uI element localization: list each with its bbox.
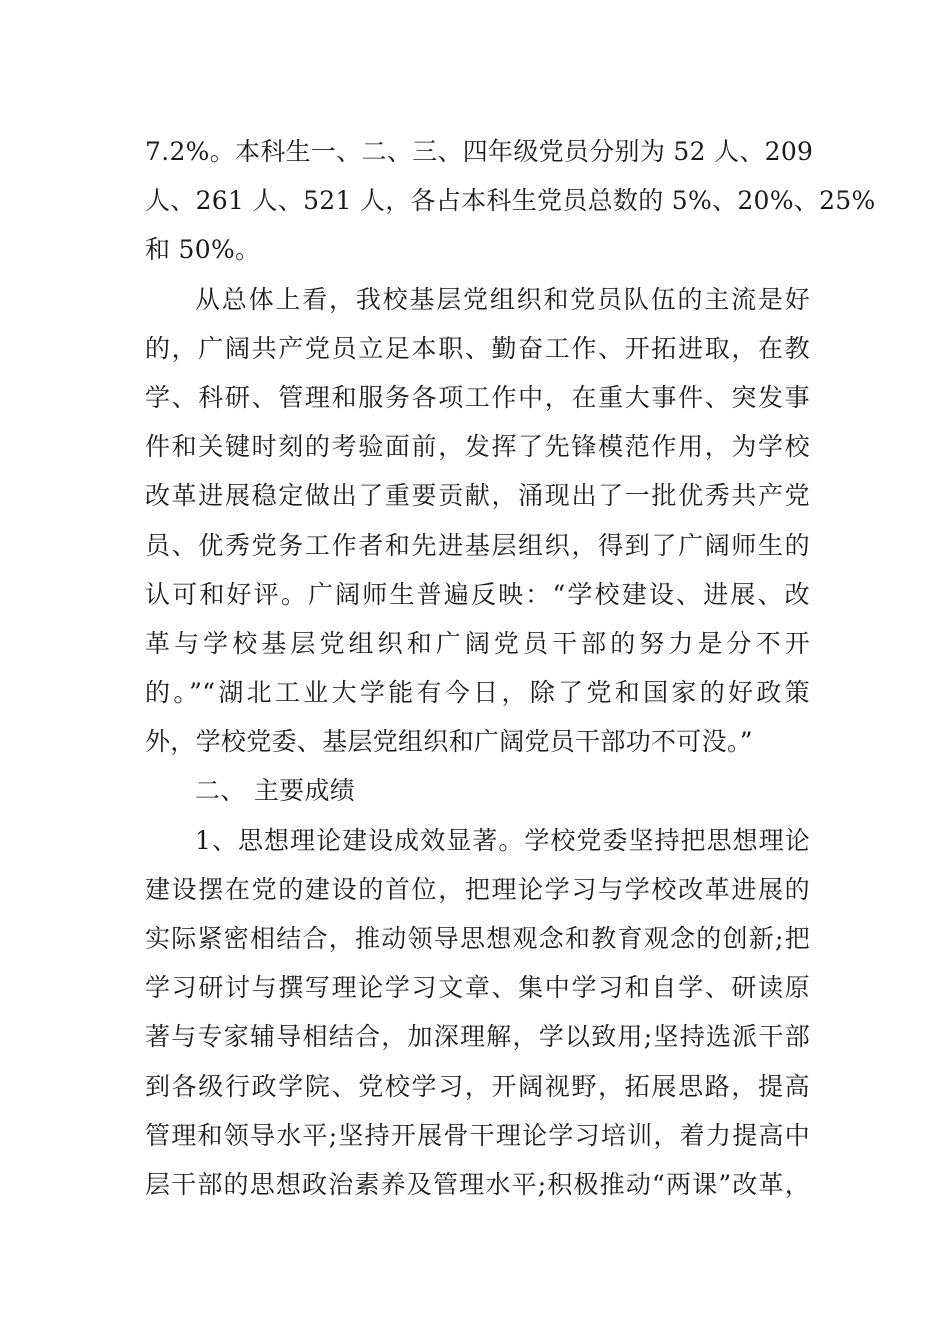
text-line: 学、科研、管理和服务各项工作中，在重大事件、突发事 bbox=[145, 382, 810, 412]
text-line: 的，广阔共产党员立足本职、勤奋工作、开拓进取，在教 bbox=[145, 333, 810, 363]
text-line: 件和关键时刻的考验面前，发挥了先锋模范作用，为学校 bbox=[145, 432, 810, 462]
text-line: 管理和领导水平;坚持开展骨干理论学习培训，着力提高中 bbox=[145, 1120, 810, 1150]
text-line: 层干部的思想政治素养及管理水平;积极推动“两课”改革， bbox=[145, 1169, 810, 1199]
text-line: 革与学校基层党组织和广阔党员干部的努力是分不开 bbox=[145, 628, 810, 658]
text-line: 外，学校党委、基层党组织和广阔党员干部功不可没。” bbox=[145, 727, 753, 757]
paragraph-first-line: 1、思想理论建设成效显著。学校党委坚持把思想理论 bbox=[195, 825, 810, 855]
text-line: 实际紧密相结合，推动领导思想观念和教育观念的创新;把 bbox=[145, 924, 810, 953]
text-line: 著与专家辅导相结合，加深理解，学以致用;坚持选派干部 bbox=[145, 1022, 810, 1052]
text-line: 的。”“湖北工业大学能有今日，除了党和国家的好政策 bbox=[145, 678, 810, 708]
text-line: 认可和好评。广阔师生普遍反映：“学校建设、进展、改 bbox=[145, 579, 810, 609]
text-line: 和 50%。 bbox=[145, 235, 261, 265]
text-line: 7.2%。本科生一、二、三、四年级党员分别为 52 人、209 bbox=[145, 137, 814, 166]
text-line: 改革进展稳定做出了重要贡献，涌现出了一批优秀共产党 bbox=[145, 481, 810, 511]
text-line: 学习研讨与撰写理论学习文章、集中学习和自学、研读原 bbox=[145, 973, 810, 1003]
text-line: 人、261 人、521 人，各占本科生党员总数的 5%、20%、25% bbox=[145, 186, 876, 216]
paragraph-first-line: 从总体上看，我校基层党组织和党员队伍的主流是好 bbox=[195, 284, 810, 314]
document-body bbox=[145, 127, 876, 1209]
text-line: 员、优秀党务工作者和先进基层组织，得到了广阔师生的 bbox=[145, 530, 810, 560]
text-line: 建设摆在党的建设的首位，把理论学习与学校改革进展的 bbox=[145, 874, 810, 904]
text-line: 到各级行政学院、党校学习，开阔视野，拓展思路，提高 bbox=[145, 1071, 810, 1101]
section-heading: 二、 主要成绩 bbox=[195, 776, 356, 806]
